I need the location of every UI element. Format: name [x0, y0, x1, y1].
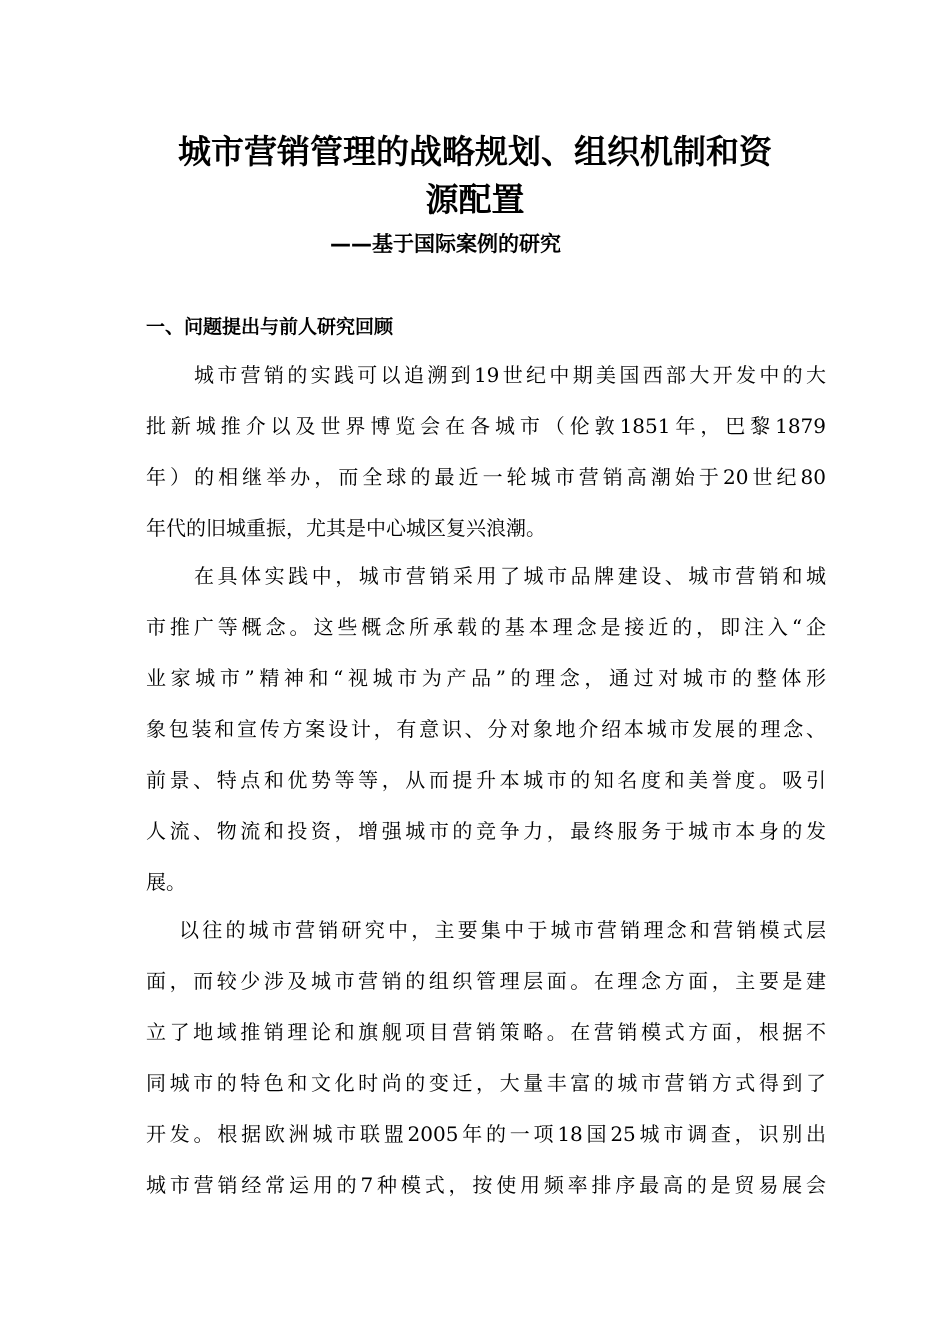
paragraph-line: 城市营销的实践可以追溯到19世纪中期美国西部大开发中的大 — [194, 363, 826, 387]
paragraph-line: 展。 — [146, 870, 186, 894]
paragraph-line: 以往的城市营销研究中，主要集中于城市营销理念和营销模式层 — [179, 918, 826, 942]
paragraph-line: 城市营销经常运用的7种模式，按使用频率排序最高的是贸易展会 — [146, 1173, 826, 1197]
title-line-1: 城市营销管理的战略规划、组织机制和资 — [178, 132, 772, 171]
paragraph-line: 业家城市”精神和“视城市为产品”的理念，通过对城市的整体形 — [146, 666, 826, 690]
document-title — [140, 128, 810, 224]
paragraph-line: 立了地域推销理论和旗舰项目营销策略。在营销模式方面，根据不 — [146, 1020, 826, 1044]
paragraph-line: 开发。根据欧洲城市联盟2005年的一项18国25城市调查，识别出 — [146, 1122, 826, 1146]
paragraph-line: 年代的旧城重振，尤其是中心城区复兴浪潮。 — [146, 516, 546, 540]
paragraph-3 — [146, 905, 826, 1211]
paragraph-line: 同城市的特色和文化时尚的变迁，大量丰富的城市营销方式得到了 — [146, 1071, 826, 1095]
paragraph-2 — [146, 551, 826, 908]
paragraph-1 — [146, 350, 826, 554]
document-subtitle: ——基于国际案例的研究 — [330, 232, 561, 256]
paragraph-line: 人流、物流和投资，增强城市的竞争力，最终服务于城市本身的发 — [146, 819, 826, 843]
paragraph-line: 前景、特点和优势等等，从而提升本城市的知名度和美誉度。吸引 — [146, 768, 826, 792]
paragraph-line: 年）的相继举办，而全球的最近一轮城市营销高潮始于20世纪80 — [146, 465, 826, 489]
paragraph-line: 面，而较少涉及城市营销的组织管理层面。在理念方面，主要是建 — [146, 969, 826, 993]
paragraph-line: 批新城推介以及世界博览会在各城市（伦敦1851年，巴黎1879 — [146, 414, 826, 438]
paragraph-line: 在具体实践中，城市营销采用了城市品牌建设、城市营销和城 — [194, 564, 826, 588]
paragraph-line: 象包装和宣传方案设计，有意识、分对象地介绍本城市发展的理念、 — [146, 717, 826, 741]
paragraph-line: 市推广等概念。这些概念所承载的基本理念是接近的，即注入“企 — [146, 615, 826, 639]
title-line-2: 源配置 — [425, 180, 525, 219]
section-heading: 一、问题提出与前人研究回顾 — [146, 316, 394, 338]
